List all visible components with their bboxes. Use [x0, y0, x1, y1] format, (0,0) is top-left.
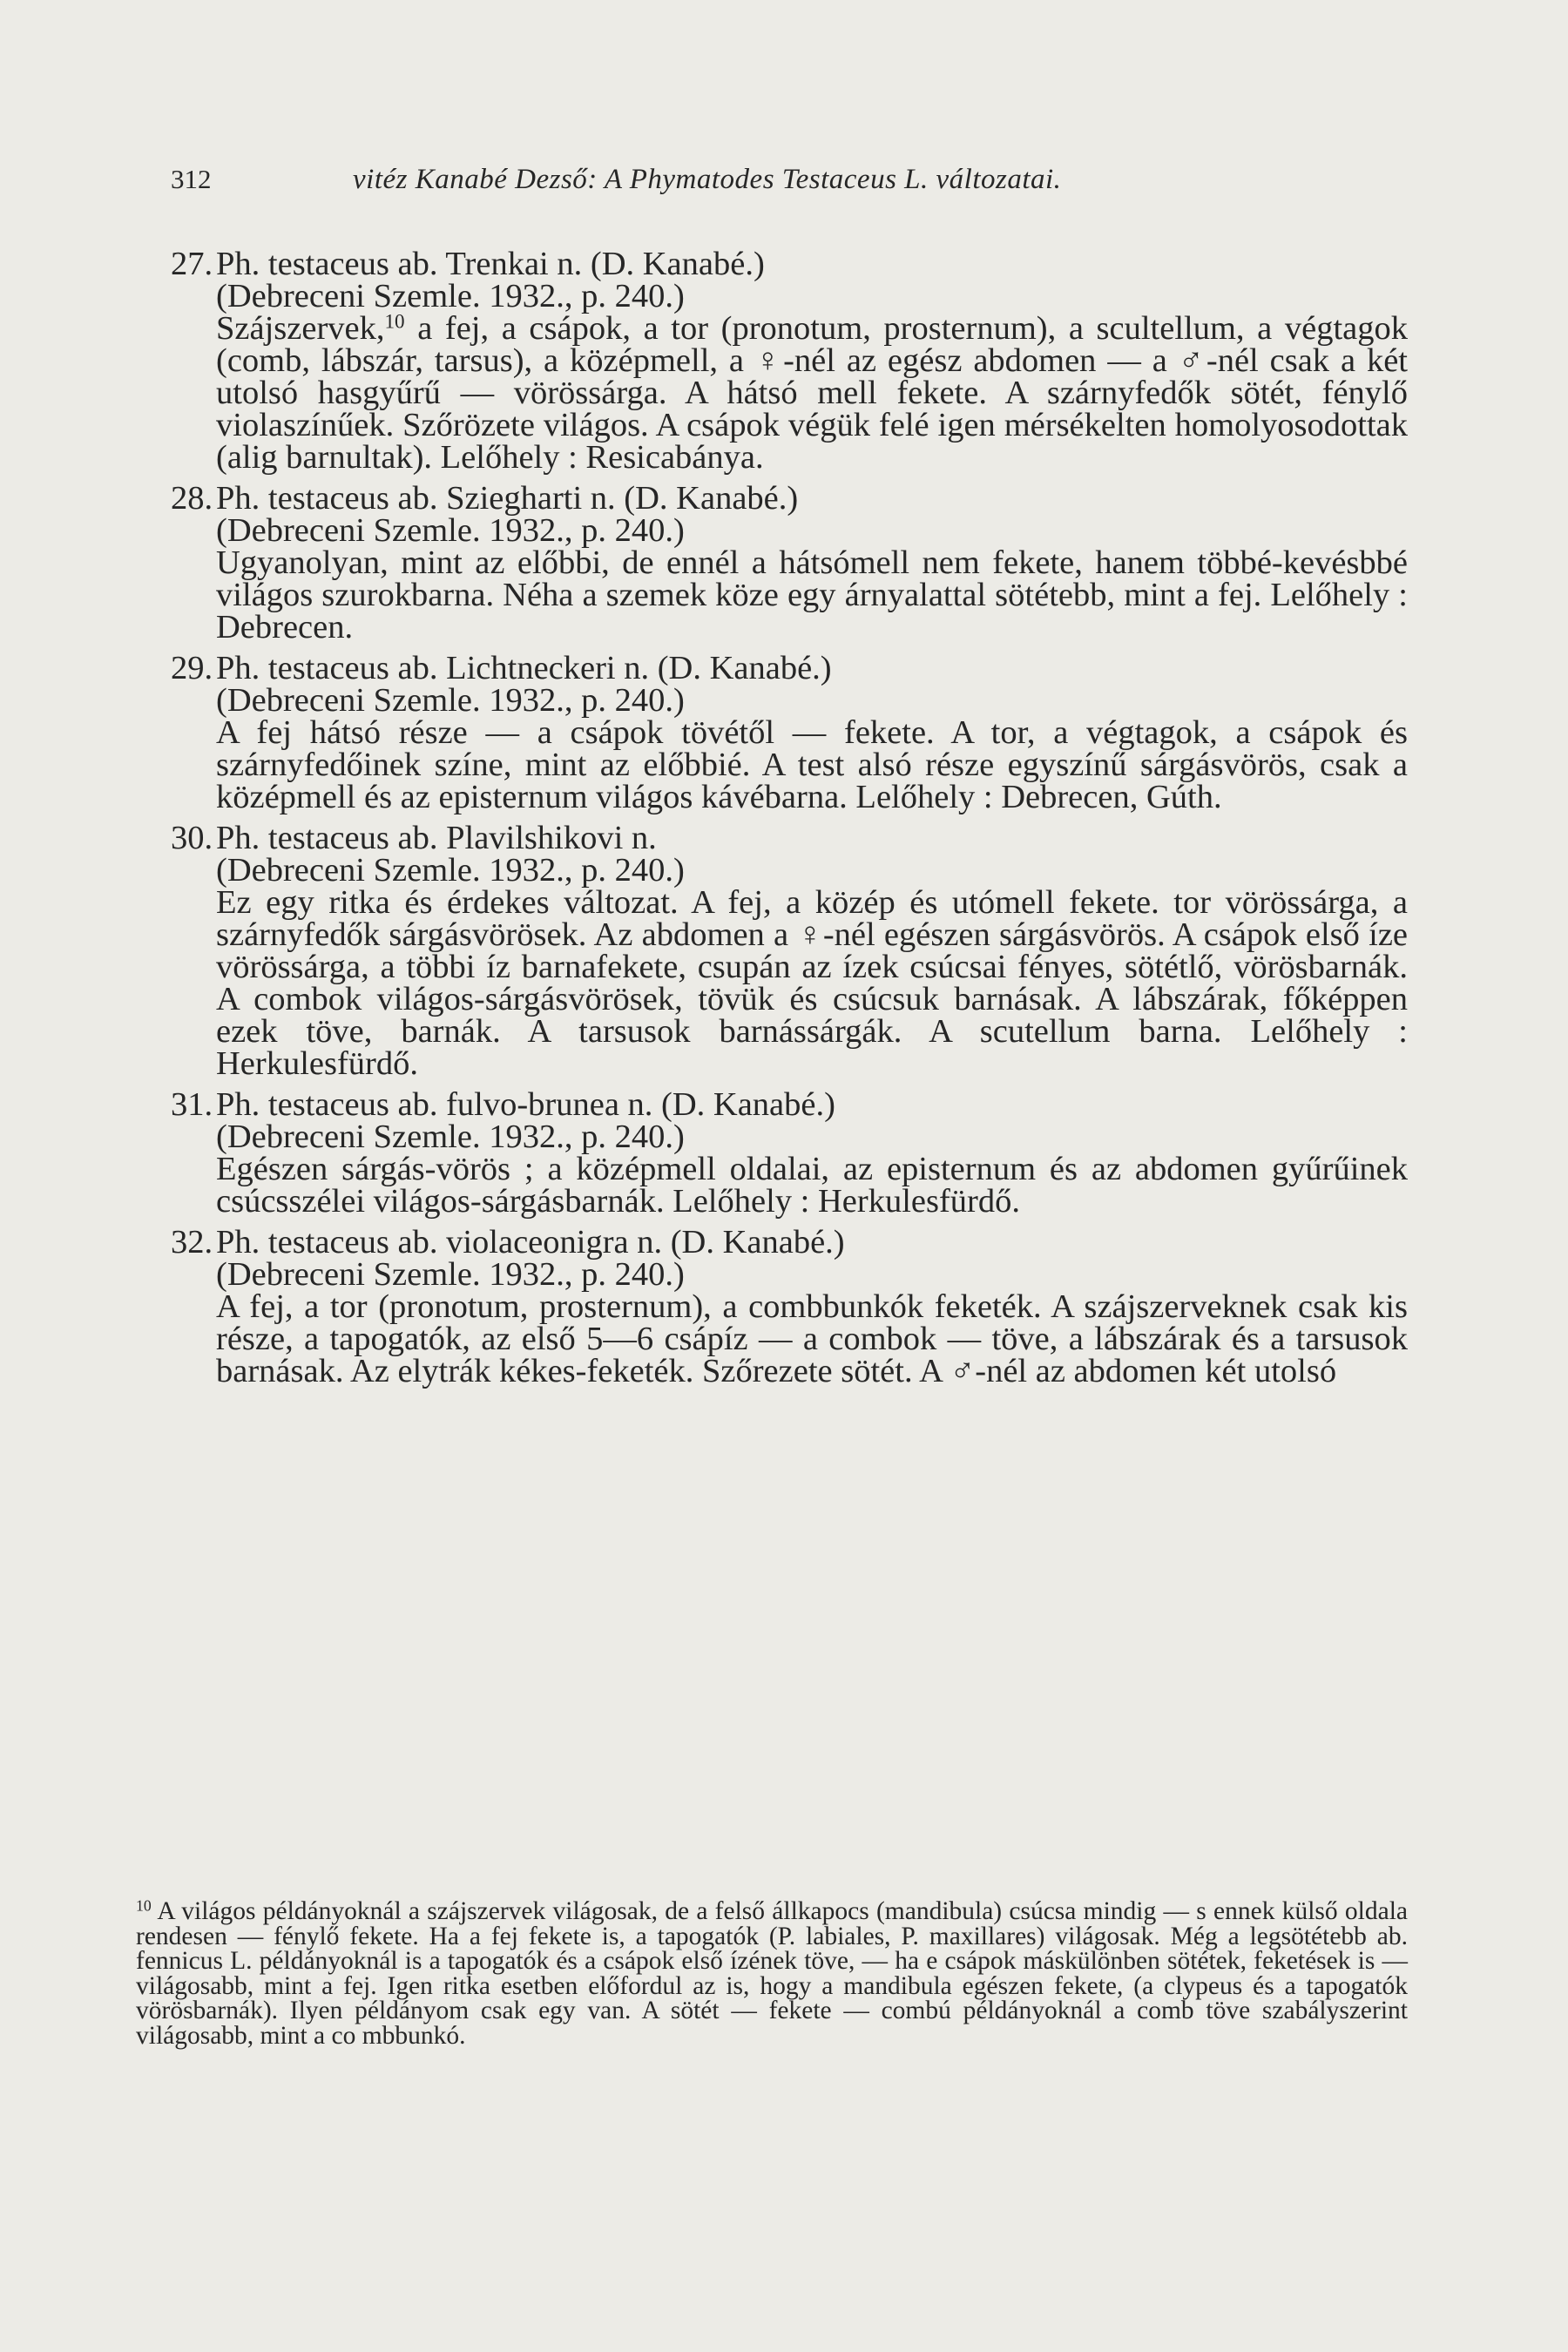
entry-description: Ugyanolyan, mint az előbbi, de ennél a hátsómell nem fekete, hanem többé-kevésbbé világos szurokbarna. Néha a szemek köze egy árnyalattal sötétebb, mint a fej. Lelőhely : Debrecen.: [216, 544, 1408, 645]
page-number: 312: [171, 164, 212, 194]
entry-description: Egészen sárgás-vörös ; a középmell oldalai, az episternum és az abdomen gyűrűinek csúcsszélei világos-sárgásbarnák. Lelőhely : Herkulesfürdő.: [216, 1151, 1408, 1220]
entry-28: [171, 480, 1408, 645]
body-text: [171, 248, 1408, 1388]
footnote-reference: 10: [384, 309, 405, 333]
footnote-text: A világos példányoknál a szájszervek világosak, de a felső állkapocs (mandibula) csúcsa mindig — s ennek külső oldala rendesen — fénylő fekete. Ha a fej fekete is, a tapogatók (P. labiales, P. maxillares) világosak. Még a legsötétebb ab. fennicus L. példányoknál is a tapogatók és a csápok első ízének töve, — ha e csápok máskülönben sötétek, feketések is — világosabb, mint a fej. Igen ritka esetben előfordul az is, hogy a mandibula egészen fekete, (a clypeus és a tapogatók vörösbarnák). Ilyen példányom csak egy van. A sötét — fekete — combú példányoknál a comb töve szabályszerint világosabb, mint a co mbbunkó.: [136, 1897, 1408, 2050]
footnote: [136, 1896, 1408, 2050]
entry-number: 27.: [171, 246, 213, 282]
entry-reference: (Debreceni Szemle. 1932., p. 240.): [216, 1119, 685, 1155]
entry-heading: Ph. testaceus ab. Trenkai n. (D. Kanabé.): [216, 246, 765, 282]
entry-text-start: Szájszervek,: [216, 310, 385, 347]
entry-heading: Ph. testaceus ab. Szieghartі n. (D. Kanabé.): [216, 480, 799, 517]
entry-30: [171, 822, 1408, 1080]
entry-27: [171, 248, 1408, 474]
running-title: vitéz Kanabé Dezső: A Phymatodes Testaceus L. változatai.: [353, 164, 1062, 195]
entry-number: 30.: [171, 820, 213, 856]
entry-description: Ez egy ritka és érdekes változat. A fej, a közép és utómell fekete. tor vörössárga, a szárnyfedők sárgásvörösek. Az abdomen a ♀-nél egészen sárgásvörös. A csápok első íze vörössárga, a többi íz barnafekete, csupán az ízek csúcsai fényes, sötétlő, vörösbarnák. A combok világos-sárgásvörösek, tövük és csúcsuk barnásak. A lábszárak, főképpen ezek töve, barnák. A tarsusok barnássárgák. A scutellum barna. Lelőhely : Herkulesfürdő.: [216, 884, 1408, 1082]
entry-heading: Ph. testaceus ab. violaceonigra n. (D. Kanabé.): [216, 1224, 845, 1260]
entry-reference: (Debreceni Szemle. 1932., p. 240.): [216, 682, 685, 719]
entry-description: A fej hátsó része — a csápok tövétől — fekete. A tor, a végtagok, a csápok és szárnyfedőinek színe, mint az előbbié. A test alsó része egyszínű sárgásvörös, csak a középmell és az episternum világos kávébarna. Lelőhely : Debrecen, Gúth.: [216, 714, 1408, 815]
entry-number: 29.: [171, 650, 213, 686]
footnote-area: [136, 1896, 1408, 2050]
entry-heading: Ph. testaceus ab. Plavilshikovi n.: [216, 820, 657, 856]
entry-reference: (Debreceni Szemle. 1932., p. 240.): [216, 1256, 685, 1293]
entry-reference: (Debreceni Szemle. 1932., p. 240.): [216, 512, 685, 549]
entry-text-rest: a fej, a csápok, a tor (pronotum, prosternum), a scultellum, a végtagok (comb, lábszár, tarsus), a középmell, a ♀-nél az egész abdomen — a ♂-nél csak a két utolsó hasgyűrű — vörössárga. A hátsó mell fekete. A szárnyfedők sötét, fénylő violaszínűek. Szőrözete világos. A csápok végük felé igen mérsékelten homolyosodottak (alig barnultak). Lelőhely : Resicabánya.: [216, 310, 1408, 476]
entry-description: [216, 309, 1408, 476]
entry-description: A fej, a tor (pronotum, prosternum), a combbunkók feketék. A szájszerveknek csak kis része, a tapogatók, az első 5—6 csápíz — a combok — töve, a lábszárak és a tarsusok barnásak. Az elytrák kékes-feketék. Szőrezete sötét. A ♂-nél az abdomen két utolsó: [216, 1288, 1408, 1389]
running-head: [0, 164, 1568, 216]
entry-heading: Ph. testaceus ab. Lichtneckeri n. (D. Kanabé.): [216, 650, 832, 686]
entry-reference: (Debreceni Szemle. 1932., p. 240.): [216, 278, 685, 314]
entry-32: [171, 1224, 1408, 1389]
entry-number: 28.: [171, 480, 213, 517]
entry-29: [171, 652, 1408, 814]
entry-31: [171, 1086, 1408, 1220]
entry-number: 31.: [171, 1086, 213, 1123]
entry-heading: Ph. testaceus ab. fulvo-brunea n. (D. Kanabé.): [216, 1086, 835, 1123]
entry-number: 32.: [171, 1224, 213, 1260]
entry-reference: (Debreceni Szemle. 1932., p. 240.): [216, 852, 685, 889]
footnote-mark: 10: [136, 1896, 152, 1915]
